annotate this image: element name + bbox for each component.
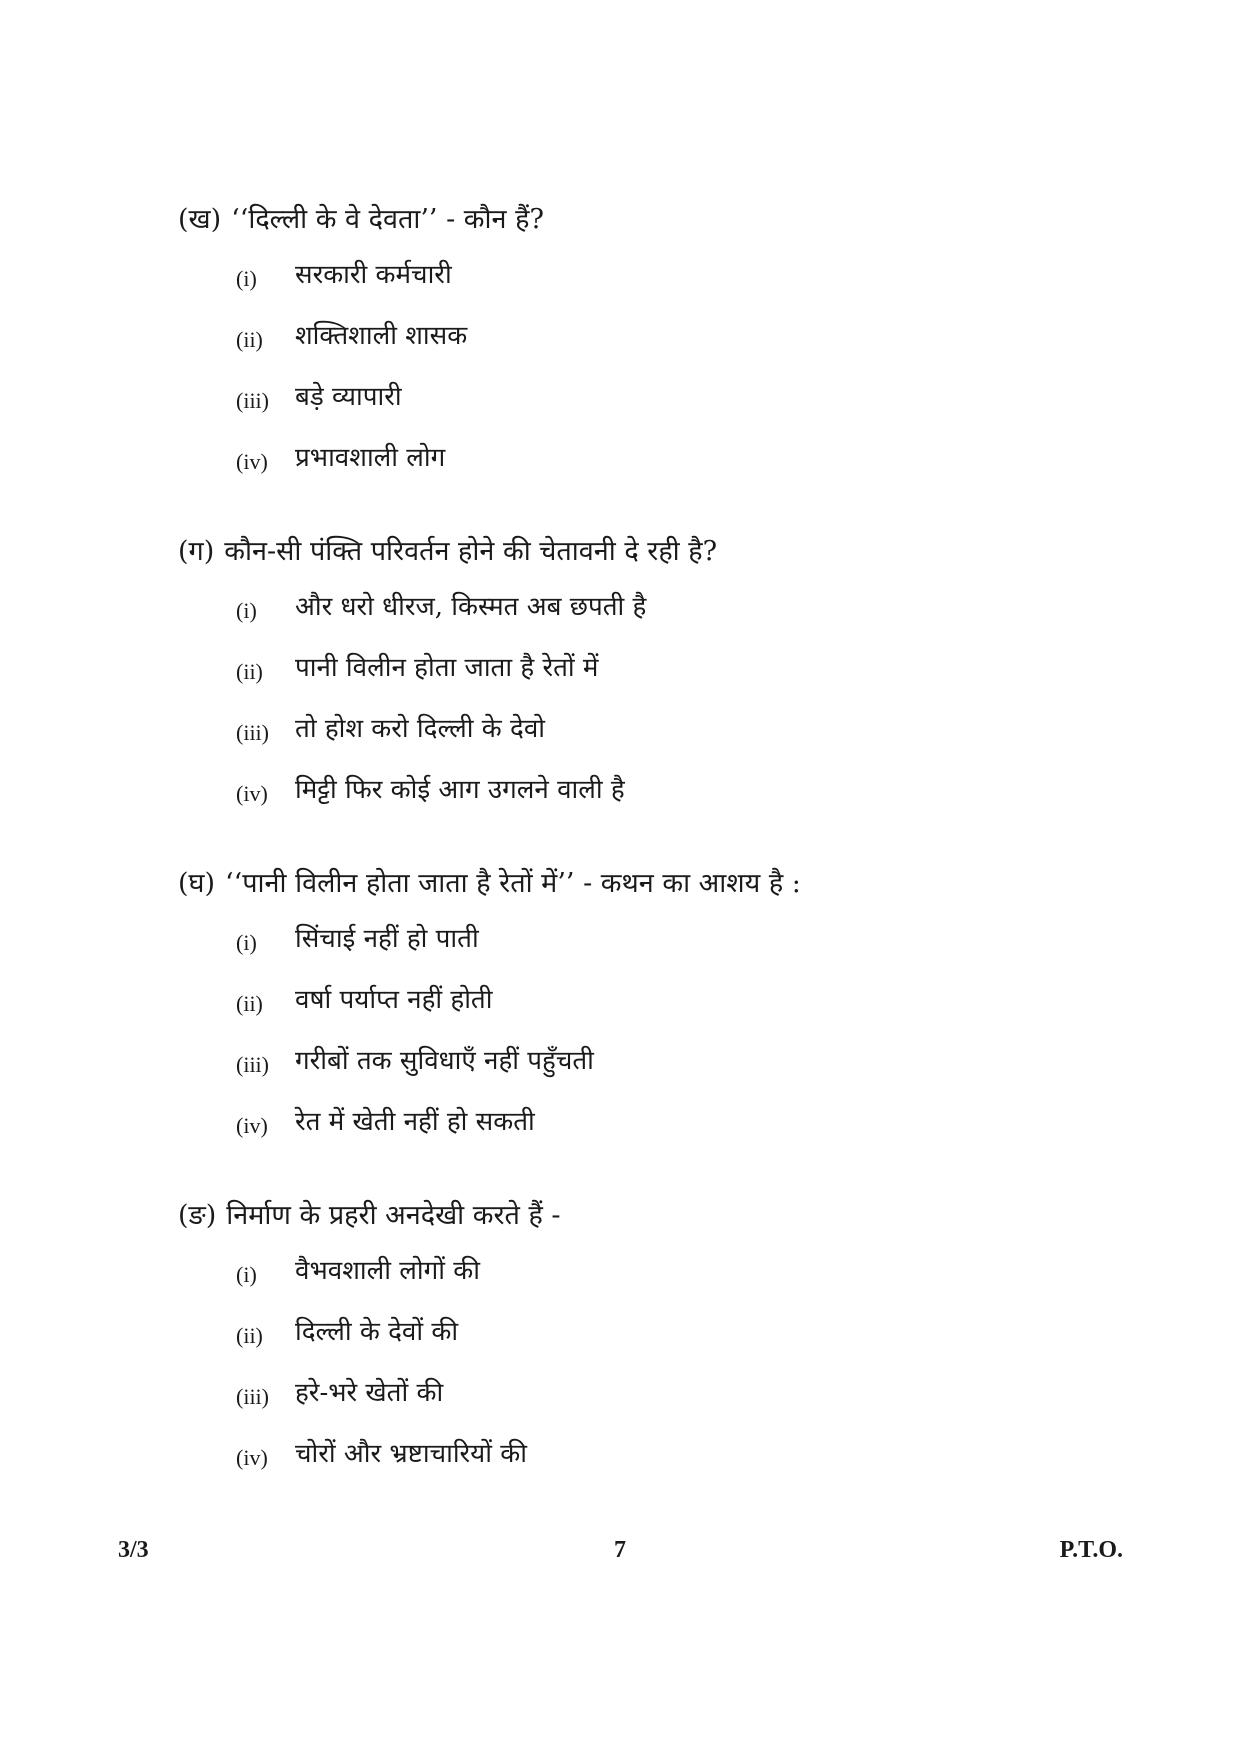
option-text: शक्तिशाली शासक [295, 321, 468, 351]
question-text: ‘‘पानी विलीन होता जाता है रेतों में’’ - कथन का आशय है : [225, 868, 801, 899]
option-item [236, 421, 1178, 482]
pto-label: P.T.O. [1059, 1537, 1123, 1563]
option-number: (ii) [236, 1323, 263, 1348]
option-item [236, 360, 1178, 421]
question-text: निर्माण के प्रहरी अनदेखी करते हैं - [226, 1200, 561, 1231]
question-heading [178, 1198, 1178, 1234]
question-ga [178, 534, 1178, 814]
option-number: (i) [236, 598, 257, 623]
option-number: (iv) [236, 1445, 268, 1470]
option-item [236, 238, 1178, 299]
option-text: रेत में खेती नहीं हो सकती [295, 1107, 535, 1137]
paper-code: 3/3 [118, 1537, 149, 1563]
question-nga [178, 1198, 1178, 1478]
option-number: (iv) [236, 781, 268, 806]
option-text: गरीबों तक सुविधाएँ नहीं पहुँचती [295, 1046, 594, 1076]
question-heading [178, 534, 1178, 570]
option-number: (iv) [236, 449, 268, 474]
question-heading [178, 202, 1178, 238]
option-text: सरकारी कर्मचारी [295, 260, 452, 290]
option-number: (i) [236, 266, 257, 291]
option-text: पानी विलीन होता जाता है रेतों में [295, 653, 599, 683]
question-marker: (ङ) [178, 1200, 217, 1231]
option-number: (i) [236, 930, 257, 955]
option-item [236, 963, 1178, 1024]
option-item [236, 692, 1178, 753]
question-marker: (घ) [178, 868, 216, 899]
option-number: (iv) [236, 1113, 268, 1138]
option-number: (iii) [236, 720, 269, 745]
option-item [236, 1356, 1178, 1417]
option-number: (ii) [236, 991, 263, 1016]
question-kha [178, 202, 1178, 482]
option-item [236, 1295, 1178, 1356]
option-text: सिंचाई नहीं हो पाती [295, 924, 479, 954]
option-text: मिट्टी फिर कोई आग उगलने वाली है [295, 775, 625, 805]
option-item [236, 631, 1178, 692]
option-item [236, 1085, 1178, 1146]
question-text: कौन-सी पंक्ति परिवर्तन होने की चेतावनी दे रही है? [224, 536, 718, 567]
option-item [236, 902, 1178, 963]
option-item [236, 570, 1178, 631]
option-number: (iii) [236, 1384, 269, 1409]
option-text: वर्षा पर्याप्त नहीं होती [295, 985, 493, 1015]
option-list [178, 1234, 1178, 1478]
option-list [178, 238, 1178, 482]
option-item [236, 1417, 1178, 1478]
option-text: बड़े व्यापारी [295, 382, 402, 412]
option-list [178, 902, 1178, 1146]
question-gha [178, 866, 1178, 1146]
option-number: (i) [236, 1262, 257, 1287]
question-marker: (ख) [178, 204, 222, 235]
page-number: 7 [614, 1537, 626, 1563]
option-item [236, 299, 1178, 360]
option-item [236, 753, 1178, 814]
question-marker: (ग) [178, 536, 215, 567]
option-text: वैभवशाली लोगों की [295, 1256, 480, 1286]
option-text: हरे-भरे खेतों की [295, 1378, 444, 1408]
option-text: प्रभावशाली लोग [295, 443, 446, 473]
option-list [178, 570, 1178, 814]
option-number: (iii) [236, 1052, 269, 1077]
option-item [236, 1024, 1178, 1085]
option-text: दिल्ली के देवों की [295, 1317, 459, 1347]
option-text: और धरो धीरज, किस्मत अब छपती है [295, 592, 647, 622]
option-text: तो होश करो दिल्ली के देवो [295, 714, 546, 744]
option-number: (ii) [236, 327, 263, 352]
option-number: (ii) [236, 659, 263, 684]
option-item [236, 1234, 1178, 1295]
question-heading [178, 866, 1178, 902]
option-text: चोरों और भ्रष्टाचारियों की [295, 1439, 527, 1469]
option-number: (iii) [236, 388, 269, 413]
question-text: ‘‘दिल्ली के वे देवता’’ - कौन हैं? [231, 204, 544, 235]
